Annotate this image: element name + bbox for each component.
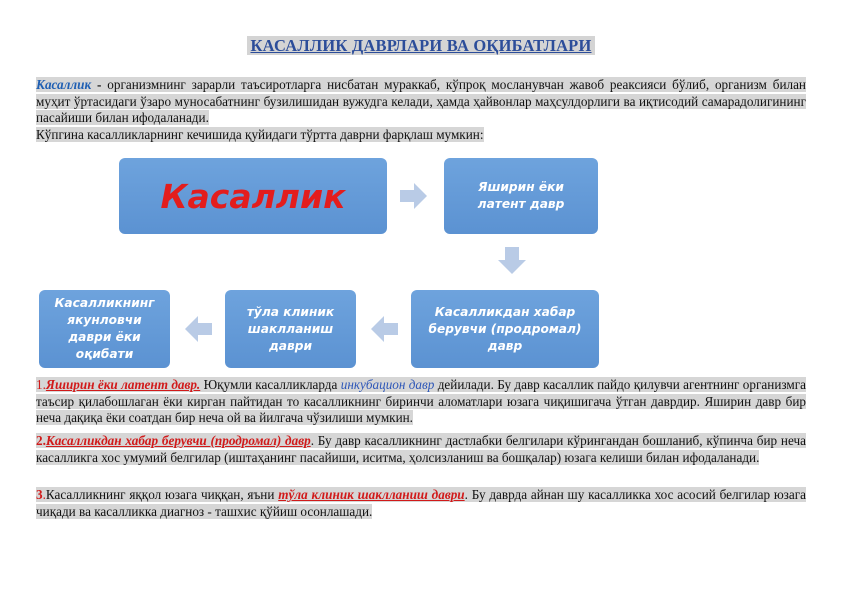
point-1: 1.Яширин ёки латент давр. Юқумли касалликларда инкубацион давр дейилади. Бу давр касаллик пайдо қилувчи агентнинг организмга таъсир қилабошлаган ёки кирган пайтидан то касалликнинг биринчи аломатлари юзага чиқишигача ўтган даврдир. Яширин давр бир неча дақиқа ёки соатдан бир неча ой ва йилгача чўзилиши мумкин. (36, 377, 807, 426)
arrow-right-icon (400, 183, 428, 209)
arrow-left-icon (185, 316, 213, 342)
arrow-left-icon (371, 316, 399, 342)
intro-line2: Кўпгина касалликларнинг кечишида қуйидаги тўртта даврни фарқлаш мумкин: (36, 127, 484, 143)
arrow-down-icon (498, 247, 526, 275)
intro-paragraph: Касаллик - организмнинг зарарли таъсиротларга нисбатан мураккаб, кўпроқ мосланувчан жавоб реаксияси бўлиб, организм билан муҳит ўртасидаги ўзаро муносабатнинг бузилишидан вужудга келади, ҳамда ҳайвонлар маҳсулдорлиги ва иқтисодий самарадолигининг пасайиши билан ифодаланади. Кўпгина касалликларнинг кечишида қуйидаги тўртта даврни фарқлаш мумкин: (36, 77, 806, 143)
page-title: КАСАЛЛИК ДАВРЛАРИ ВА ОҚИБАТЛАРИ (0, 36, 842, 56)
box-prodromal-period: Касалликдан хабар берувчи (продромал) давр (411, 290, 599, 368)
box-disease: Касаллик (119, 158, 387, 234)
box-clinical-period: тўла клиник шаклланиш даври (225, 290, 356, 368)
box-final-period: Касалликнинг якунловчи даври ёки оқибати (39, 290, 170, 368)
box-latent-period: Яширин ёки латент давр (444, 158, 598, 234)
point-2: 2.Касалликдан хабар берувчи (продромал) давр. Бу давр касалликнинг дастлабки белгилари кўрингандан бошланиб, кўпинча бир неча касалликга хос умумий белгилар (иштаҳанинг пасайиши, иситма, ҳолсизланиш ва бошқалар) юзага келиши билан ифодаланади. (36, 433, 806, 465)
intro-term: Касаллик (36, 77, 92, 92)
point-3: 3.Касалликнинг яққол юзага чиққан, яъни тўла клиник шаклланиш даври. Бу даврда айнан шу касалликка хос асосий белгилар юзага чиқади ва касалликка диагноз - ташхис қўйиш осонлашади. (36, 487, 806, 519)
intro-text: организмнинг зарарли таъсиротларга нисбатан мураккаб, кўпроқ мосланувчан жавоб реаксияси бўлиб, организм билан муҳит ўртасидаги ўзаро муносабатнинг бузилишидан вужудга келади, ҳамда ҳайвонлар маҳсулдорлиги ва иқтисодий самарадолигининг пасайиши билан ифодаланади. (36, 77, 806, 126)
